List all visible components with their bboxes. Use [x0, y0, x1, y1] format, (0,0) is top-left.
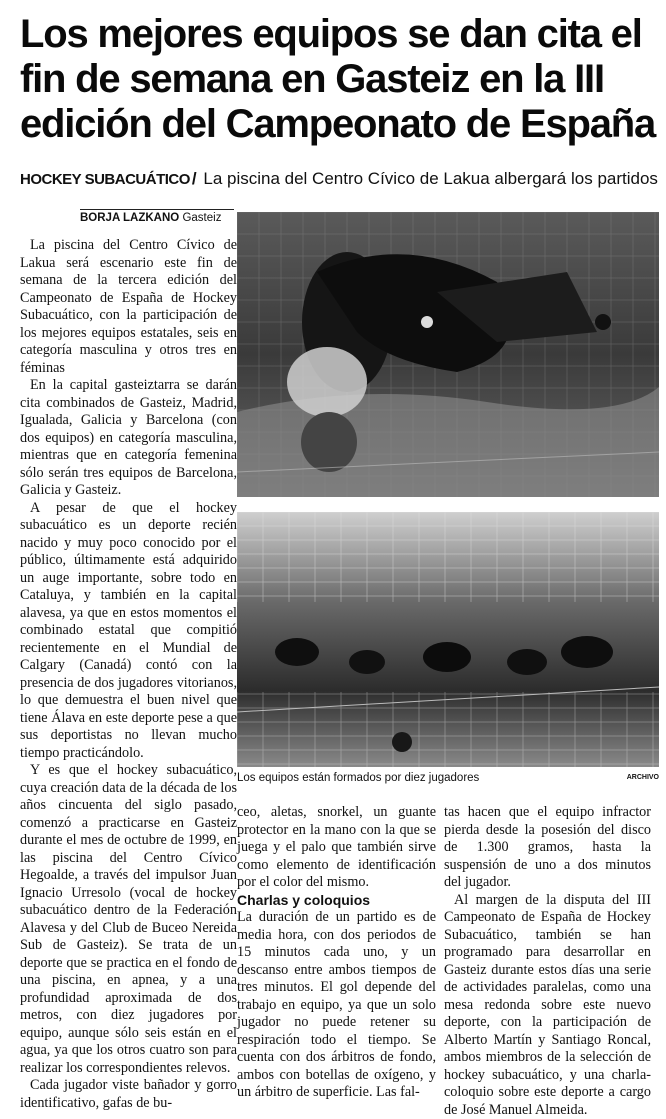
- body-paragraph: La piscina del Centro Cívico de Lakua será escenario este fin de semana de la tercera edición del Campeonato de España de Hockey Subacuático, con la participación de los mejores equipos estatales, seis en categoría masculina y otros tres en féminas: [20, 237, 237, 377]
- photo-caption: Los equipos están formados por diez jugadores: [237, 772, 479, 784]
- article-column-1: [20, 237, 237, 1112]
- photo-caption-row: [237, 772, 659, 784]
- byline-author: BORJA LAZKANO: [80, 212, 179, 224]
- body-paragraph: Al margen de la disputa del III Campeonato de España de Hockey Subacuático, también se han programado para desarrollar en Gasteiz durante estos días una serie de actividades paralelas, como una mesa redonda sobre este nuevo deporte, con la participación de Alberto Martín y Santiago Roncal, ambos miembros de la selección de hockey subacuático, y una charla-coloquio sobre este deporte a cargo de José Manuel Almeida.: [444, 892, 651, 1119]
- article-column-2: [237, 804, 436, 1102]
- photo-1-image: [237, 212, 659, 497]
- photo-underwater-player: [237, 212, 659, 497]
- body-paragraph: En la capital gasteiztarra se darán cita combinados de Gasteiz, Madrid, Igualada, Galicia y Barcelona (con dos equipos) en categoría masculina, mientras que en categoría femenina sólo serán tres equipos de Barcelona, Galicia y Gasteiz.: [20, 377, 237, 500]
- body-paragraph: Y es que el hockey subacuático, cuya creación data de la década de los años cincuenta del siglo pasado, comenzó a practicarse en Gasteiz durante el mes de octubre de 1999, en las piscina del Centro Cívico Hegoalde, a través del impulsor Juan Ignacio Urresolo (vocal de hockey subacuático dentro de la Federación Alavesa y del Club de Buceo Nereida Sub de Gasteiz). Se trata de un deporte que se practica en el fondo de una piscina, en apnea, y a una profundidad aproximada de dos metros, con diez jugadores por equipo, aunque sólo seis están en el agua, ya que los otros cuatro son para realizar los correspondientes relevos.: [20, 762, 237, 1077]
- kicker-separator: /: [192, 169, 197, 188]
- photo-credit: ARCHIVO: [627, 774, 659, 781]
- section-subhead: Charlas y coloquios: [237, 892, 436, 910]
- body-paragraph: tas hacen que el equipo infractor pierda desde la posesión del disco de 1.300 gramos, hasta la suspensión de uno a dos minutos del jugador.: [444, 804, 651, 892]
- deck-row: [20, 169, 660, 189]
- section-kicker: HOCKEY SUBACUÁTICO: [20, 171, 190, 188]
- byline: [80, 209, 234, 224]
- headline: Los mejores equipos se dan cita el fin de semana en Gasteiz en la III edición del Campeonato de España: [20, 12, 660, 147]
- photo-team-pool: [237, 512, 659, 767]
- body-paragraph: La duración de un partido es de media hora, con dos periodos de 15 minutos cada uno, y un descanso entre ambos tiempos de tres minutos. El gol depende del trabajo en equipo, ya que un solo jugador no puede retener su respiración todo el tiempo. Se cuenta con dos árbitros de fondo, ambos con botellas de oxígeno, y un árbitro de superficie. Las fal-: [237, 909, 436, 1102]
- body-paragraph: Cada jugador viste bañador y gorro identificativo, gafas de bu-: [20, 1077, 237, 1112]
- photo-2-image: [237, 512, 659, 767]
- article-column-3: [444, 804, 651, 1119]
- body-paragraph: A pesar de que el hockey subacuático es un deporte recién nacido y muy poco conocido por el público, últimamente está adquirido un auge importante, sobre todo en Cataluya, y también en la capital alavesa, ya que en estos momentos el combinado estatal que compitió recientemente en el Mundial de Calgary (Canadá) contó con la presencia de dos jugadores vitorianos, lo que demuestra el buen nivel que tiene Álava en este deporte pese a que sus deportistas no llevan mucho tiempo practicándolo.: [20, 500, 237, 763]
- byline-location: Gasteiz: [182, 212, 221, 224]
- body-paragraph: ceo, aletas, snorkel, un guante protector en la mano con la que se juega y el palo que también sirve como elemento de identificación por el color del mismo.: [237, 804, 436, 892]
- deck: La piscina del Centro Cívico de Lakua albergará los partidos: [203, 169, 658, 188]
